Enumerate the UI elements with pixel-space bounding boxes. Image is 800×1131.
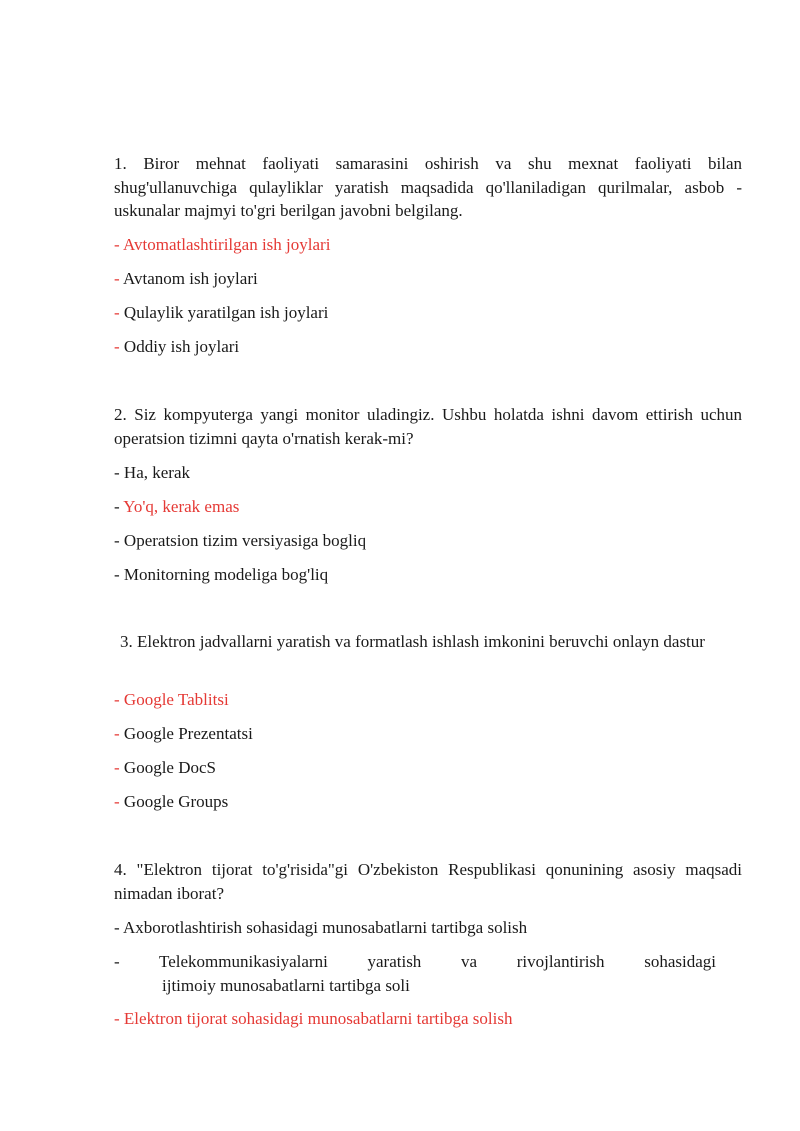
question-3-options (114, 688, 744, 824)
question-2-options (114, 461, 744, 597)
option-dash: - (114, 269, 120, 288)
answer-option (114, 461, 744, 495)
option-dash: - (114, 303, 120, 322)
answer-text-continued: ijtimoiy munosabatlarni tartibga soli (162, 975, 410, 995)
answer-text: Oddiy ish joylari (123, 337, 240, 356)
answer-text: Axborotlashtirish sohasidagi munosabatlarni tartibga solish (122, 918, 528, 937)
option-dash: - (114, 337, 120, 356)
answer-option (114, 267, 744, 301)
option-dash: - (114, 497, 120, 516)
correct-answer-text: Avtomatlashtirilgan ish joylari (122, 235, 331, 254)
question-4-text: 4. "Elektron tijorat to'g'risida"gi O'zbekiston Respublikasi qonunining asosiy maqsadi nimadan iborat? (114, 860, 742, 903)
answer-option (114, 301, 744, 335)
correct-answer-text: Google Tablitsi (123, 690, 229, 709)
answer-option (114, 790, 744, 824)
answer-option (114, 233, 744, 267)
option-dash: - (114, 565, 120, 584)
answer-option (114, 916, 744, 950)
question-3-text: 3. Elektron jadvallarni yaratish va formatlash ishlash imkonini beruvchi onlayn dastur (120, 632, 705, 651)
answer-option (114, 722, 744, 756)
answer-text: Google DocS (123, 758, 216, 777)
option-dash: - (114, 463, 120, 482)
option-dash: - (114, 952, 120, 971)
answer-option (114, 950, 742, 997)
answer-option (114, 495, 744, 529)
answer-text: Operatsion tizim versiyasiga bogliq (123, 531, 367, 550)
correct-answer-text: Yo'q, kerak emas (123, 497, 240, 516)
option-dash: - (114, 1009, 120, 1028)
option-dash: - (114, 792, 120, 811)
question-1-text: 1. Biror mehnat faoliyati samarasini oshirish va shu mexnat faoliyati bilan shug'ullanuvchiga qulayliklar yaratish maqsadida qo'llaniladigan qurilmalar, asbob -uskunalar majmyi to'gri berilgan javobni belgilang. (114, 154, 742, 220)
option-dash: - (114, 724, 120, 743)
question-1-options (114, 233, 744, 369)
answer-option (114, 688, 744, 722)
answer-text: Monitorning modeliga bog'liq (123, 565, 329, 584)
answer-text: Google Groups (123, 792, 229, 811)
answer-text: Qulaylik yaratilgan ish joylari (123, 303, 329, 322)
option-dash: - (114, 531, 120, 550)
option-dash: - (114, 235, 120, 254)
answer-option (114, 529, 744, 563)
answer-option (114, 563, 744, 597)
answer-option (114, 1007, 744, 1041)
question-4-options (114, 916, 744, 1041)
answer-text: Avtanom ish joylari (122, 269, 258, 288)
answer-text: Telekommunikasiyalarni yaratish va rivojlantirish sohasidagi (159, 952, 716, 971)
option-dash: - (114, 690, 120, 709)
answer-text: Google Prezentatsi (123, 724, 253, 743)
option-dash: - (114, 918, 120, 937)
question-2-text: 2. Siz kompyuterga yangi monitor uladingiz. Ushbu holatda ishni davom ettirish uchun operatsion tizimni qayta o'rnatish kerak-mi? (114, 405, 742, 448)
correct-answer-text: Elektron tijorat sohasidagi munosabatlarni tartibga solish (123, 1009, 513, 1028)
answer-text: Ha, kerak (123, 463, 190, 482)
answer-option (114, 756, 744, 790)
answer-option (114, 335, 744, 369)
option-dash: - (114, 758, 120, 777)
